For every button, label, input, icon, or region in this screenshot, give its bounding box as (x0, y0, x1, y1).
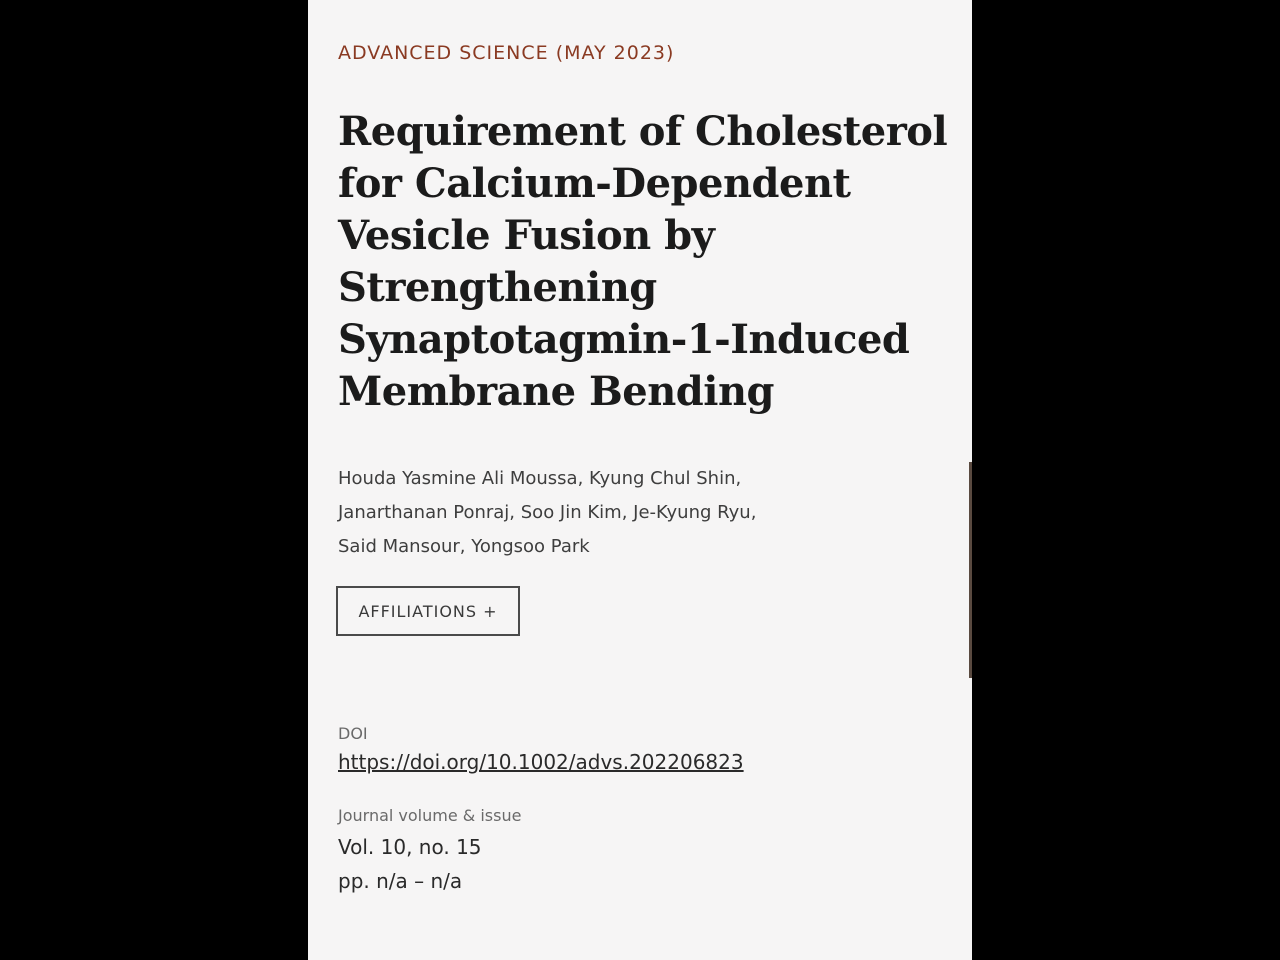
article-page (308, 0, 972, 960)
author-line: Houda Yasmine Ali Moussa, Kyung Chul Shin, (338, 468, 742, 489)
volume-label: Journal volume & issue (338, 806, 522, 825)
author-line: Said Mansour, Yongsoo Park (338, 536, 590, 557)
author-line: Janarthanan Ponraj, Soo Jin Kim, Je-Kyung Ryu, (338, 502, 757, 523)
doi-link[interactable]: https://doi.org/10.1002/advs.202206823 (338, 750, 744, 774)
author-list (338, 462, 898, 564)
article-title: Requirement of Cholesterol for Calcium-Dependent Vesicle Fusion by Strengthening Synaptotagmin-1-Induced Membrane Bending (338, 108, 948, 415)
scrollbar-edge (969, 462, 972, 678)
journal-name: ADVANCED SCIENCE (MAY 2023) (338, 42, 675, 64)
volume-value: Vol. 10, no. 15 (338, 835, 482, 859)
pages-value: pp. n/a – n/a (338, 869, 463, 893)
doi-label: DOI (338, 724, 368, 743)
affiliations-button[interactable]: AFFILIATIONS + (336, 586, 520, 636)
